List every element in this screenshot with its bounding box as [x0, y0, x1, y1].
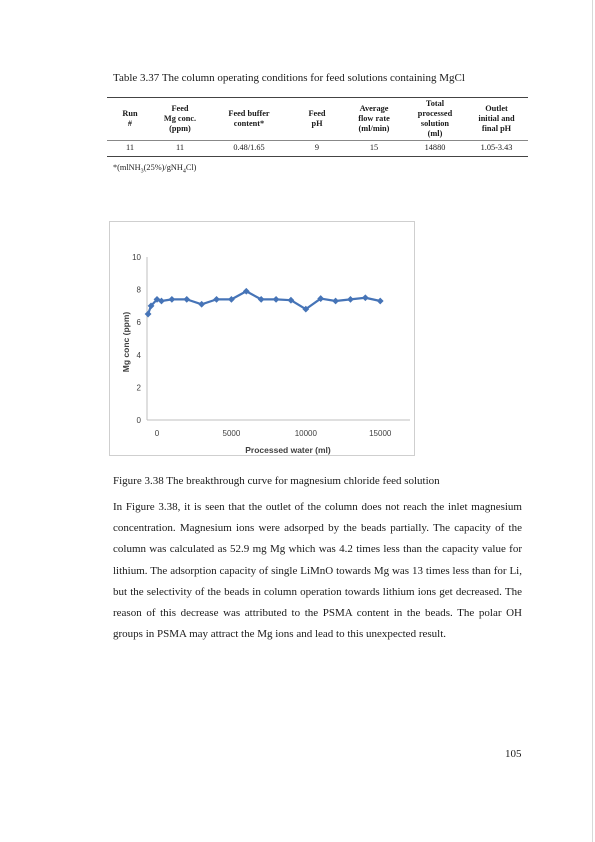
header-line: (ml) [427, 129, 443, 138]
cell-run: 11 [107, 141, 153, 157]
header-outlet-ph [465, 98, 528, 141]
header-flow-rate [343, 98, 405, 141]
data-point [145, 311, 152, 318]
x-axis-label: Processed water (ml) [245, 445, 331, 455]
table-header-row [107, 98, 528, 141]
y-tick-label: 10 [132, 253, 141, 262]
data-point [377, 298, 384, 305]
header-line: flow rate [358, 114, 390, 123]
data-point [198, 301, 205, 308]
chart-svg [110, 222, 416, 457]
data-point [273, 296, 280, 303]
cell-flow-rate: 15 [343, 141, 405, 157]
page-edge [592, 0, 593, 842]
header-line: final pH [481, 124, 512, 133]
data-point [347, 296, 354, 303]
figure-caption: Figure 3.38 The breakthrough curve for magnesium chloride feed solution [113, 475, 440, 487]
header-line: pH [311, 119, 323, 128]
header-line: Total [425, 99, 445, 108]
header-line: (ml/min) [358, 124, 390, 133]
x-tick-label: 0 [154, 429, 160, 438]
breakthrough-chart [109, 221, 415, 456]
table-footnote: *(mlNH$_3$(25%)/gNH$_4$Cl) [113, 163, 197, 175]
y-axis-label: Mg conc (ppm) [121, 311, 131, 373]
data-point [168, 296, 175, 303]
cell-feed-buffer: 0.48/1.65 [207, 141, 291, 157]
y-tick-label: 8 [136, 285, 141, 295]
x-tick-labels [155, 429, 392, 438]
header-line: Outlet [485, 104, 508, 113]
y-tick-label: 4 [136, 350, 141, 360]
cell-feed-ph: 9 [291, 141, 343, 157]
data-series [145, 288, 384, 318]
y-tick-label: 6 [136, 318, 141, 328]
header-line: solution [420, 119, 450, 128]
cell-feed-mg-conc: 11 [153, 141, 207, 157]
page-number: 105 [505, 748, 522, 760]
table-caption: Table 3.37 The column operating conditions for feed solutions containing MgCl [113, 72, 465, 84]
x-tick-label: 5000 [222, 429, 241, 438]
data-point [332, 298, 339, 305]
header-feed-ph [291, 98, 343, 141]
cell-total-processed: 14880 [405, 141, 465, 157]
header-line: Average [359, 104, 389, 113]
header-line: Mg conc. [163, 114, 197, 123]
x-tick-label: 10000 [294, 429, 317, 438]
header-line: Feed buffer [228, 109, 270, 118]
data-point [213, 296, 220, 303]
header-feed-mg-conc [153, 98, 207, 141]
y-tick-labels [132, 253, 141, 425]
cell-outlet-ph: 1.05-3.43 [465, 141, 528, 157]
y-tick-label: 0 [136, 416, 141, 425]
header-line: # [127, 119, 133, 128]
data-point [183, 296, 190, 303]
header-feed-buffer [207, 98, 291, 141]
header-line: content* [233, 119, 265, 128]
header-line: Run [122, 109, 138, 118]
header-line: (ppm) [169, 124, 191, 133]
header-run [107, 98, 153, 141]
header-total-processed [405, 98, 465, 141]
body-paragraph: In Figure 3.38, it is seen that the outlet of the column does not reach the inlet magnesium concentration. Magnesium ions were adsorped by the beads partially. The capacity of the column was calculated as 52.9 mg Mg which was 4.2 times less than the capacity value for lithium. The adsorption capacity of single LiMnO towards Mg was 13 times less than for Li, but the selectivity of the beads in column operation towards lithium ions get decreased. The reason of this decrease was attributed to the PSMA content in the beads. The polar OH groups in PSMA may attract the Mg ions and lead to this unexpected result. [113, 501, 522, 641]
data-point [362, 294, 369, 301]
x-tick-label: 15000 [369, 429, 392, 438]
header-line: initial and [478, 114, 515, 123]
header-line: Feed [308, 109, 326, 118]
header-line: Feed [171, 104, 189, 113]
operating-conditions-table [107, 97, 528, 157]
y-tick-label: 2 [136, 383, 141, 393]
table-row [107, 141, 528, 157]
header-line: processed [417, 109, 453, 118]
series-line [148, 291, 380, 314]
